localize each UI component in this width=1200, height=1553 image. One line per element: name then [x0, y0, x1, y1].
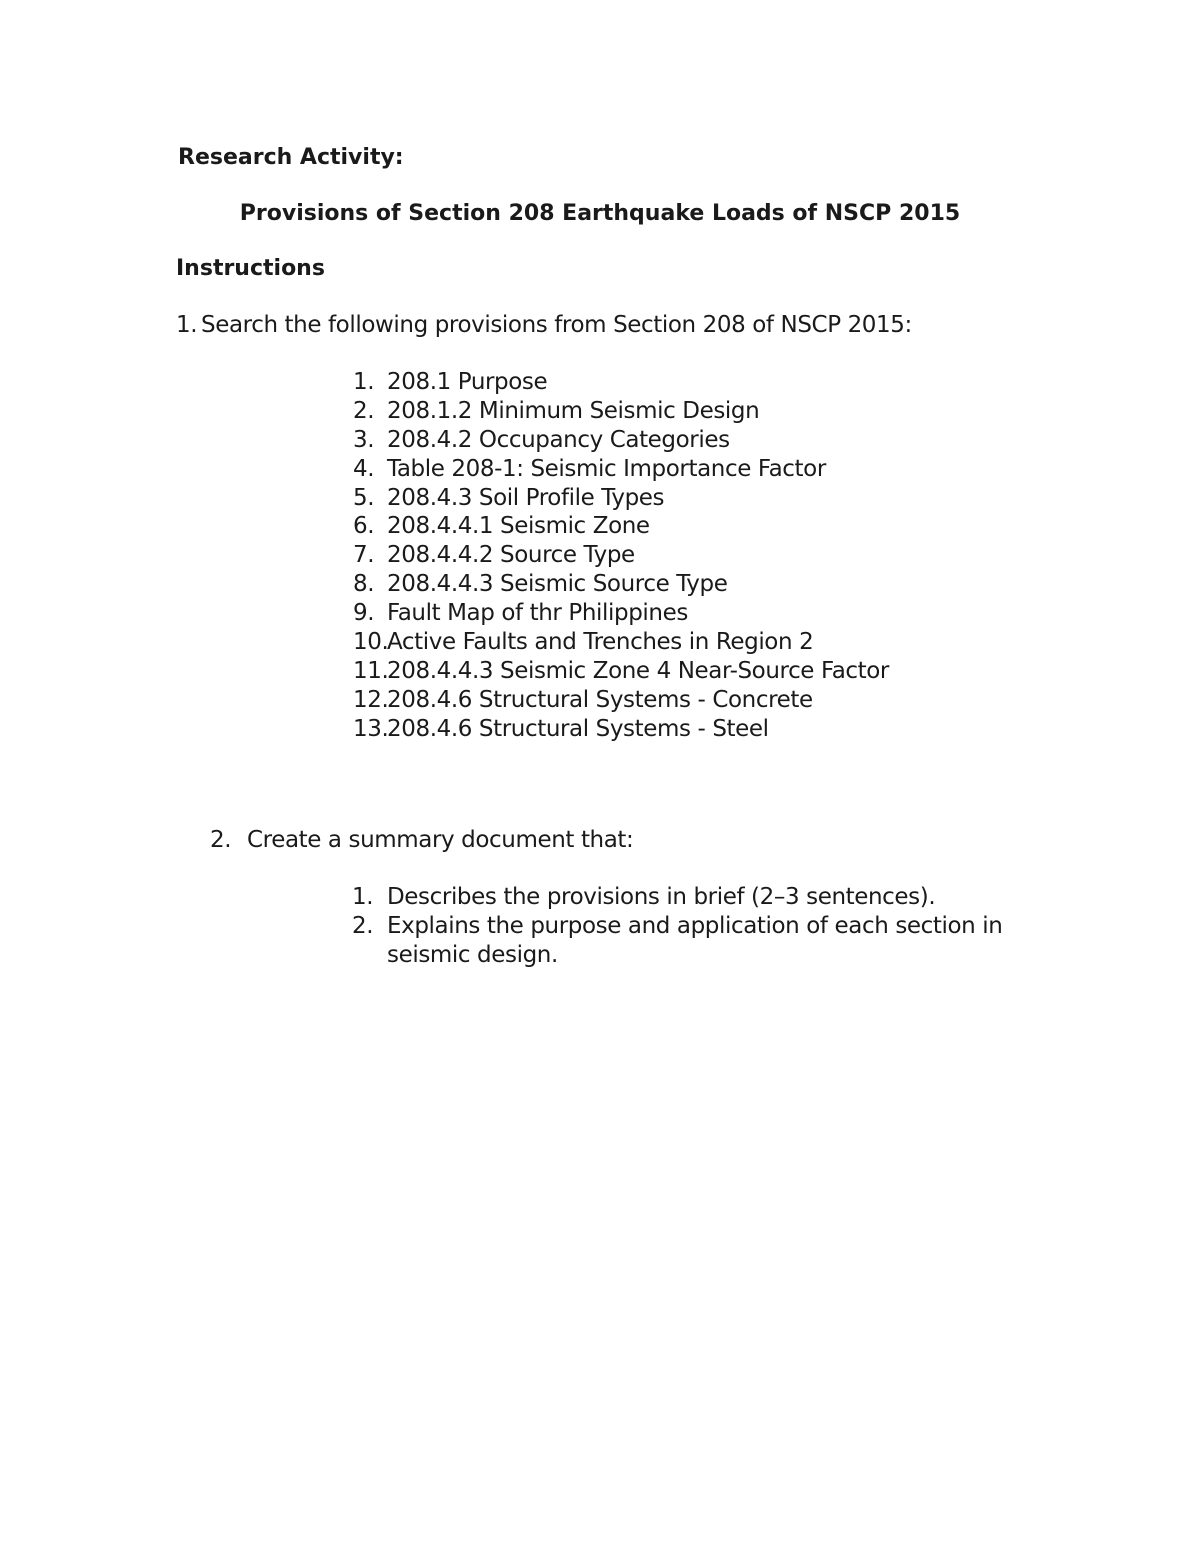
list-item	[353, 541, 1053, 570]
list-item-number: 1.	[352, 884, 374, 910]
list-item-number: 4.	[353, 455, 375, 482]
list-item	[353, 368, 1053, 397]
list-item-text: 208.4.4.1 Seismic Zone	[387, 513, 650, 540]
list-item	[353, 599, 1053, 628]
step2-summary-list	[352, 883, 1072, 970]
step1-provision-list	[353, 368, 1053, 744]
step2-number: 2.	[210, 827, 232, 853]
list-item-number: 3.	[353, 426, 375, 453]
list-item-text: 208.1 Purpose	[387, 369, 548, 395]
list-item	[353, 426, 1053, 455]
instructions-label: Instructions	[176, 256, 325, 281]
list-item-number: 6.	[353, 513, 375, 540]
list-item-number: 7.	[353, 542, 375, 569]
list-item-number: 9.	[353, 600, 375, 627]
list-item-text: 208.4.4.3 Seismic Zone 4 Near-Source Factor	[387, 657, 889, 684]
list-item	[353, 715, 1053, 744]
document-title: Provisions of Section 208 Earthquake Loads of NSCP 2015	[239, 201, 961, 226]
list-item-number: 5.	[353, 484, 375, 511]
list-item	[353, 512, 1053, 541]
list-item-number: 8.	[353, 571, 375, 598]
list-item	[353, 455, 1053, 484]
list-item-text: 208.4.6 Structural Systems - Steel	[387, 715, 769, 742]
list-item-text: 208.1.2 Minimum Seismic Design	[387, 397, 760, 424]
list-item	[353, 484, 1053, 513]
step1-number: 1.	[176, 312, 198, 338]
list-item-text: Table 208-1: Seismic Importance Factor	[387, 455, 826, 482]
list-item	[353, 686, 1053, 715]
list-item	[353, 628, 1053, 657]
list-item-number: 1.	[353, 369, 375, 395]
list-item-number: 10.	[353, 629, 389, 656]
list-item-text: 208.4.2 Occupancy Categories	[387, 426, 730, 453]
list-item-text: 208.4.3 Soil Profile Types	[387, 484, 665, 511]
list-item-number: 12.	[353, 686, 389, 713]
list-item-text: 208.4.4.3 Seismic Source Type	[387, 571, 728, 598]
list-item-text: Fault Map of thr Philippines	[387, 600, 688, 627]
list-item-text: 208.4.4.2 Source Type	[387, 542, 635, 569]
list-item-text: Explains the purpose and application of each section in seismic design.	[387, 912, 1003, 968]
list-item-text: Active Faults and Trenches in Region 2	[387, 629, 814, 656]
list-item-text: 208.4.6 Structural Systems - Concrete	[387, 686, 813, 713]
step2-text: Create a summary document that:	[247, 827, 634, 853]
document-heading: Research Activity:	[178, 145, 404, 170]
list-item	[353, 570, 1053, 599]
list-item	[352, 883, 1072, 912]
list-item	[353, 657, 1053, 686]
list-item-number: 2.	[353, 397, 375, 424]
list-item	[352, 912, 1072, 970]
list-item-text: Describes the provisions in brief (2–3 sentences).	[387, 884, 936, 910]
list-item	[353, 397, 1053, 426]
list-item-number: 13.	[353, 715, 389, 742]
list-item-number: 2.	[352, 912, 374, 939]
step1-text: Search the following provisions from Section 208 of NSCP 2015:	[201, 312, 912, 338]
list-item-number: 11.	[353, 657, 389, 684]
